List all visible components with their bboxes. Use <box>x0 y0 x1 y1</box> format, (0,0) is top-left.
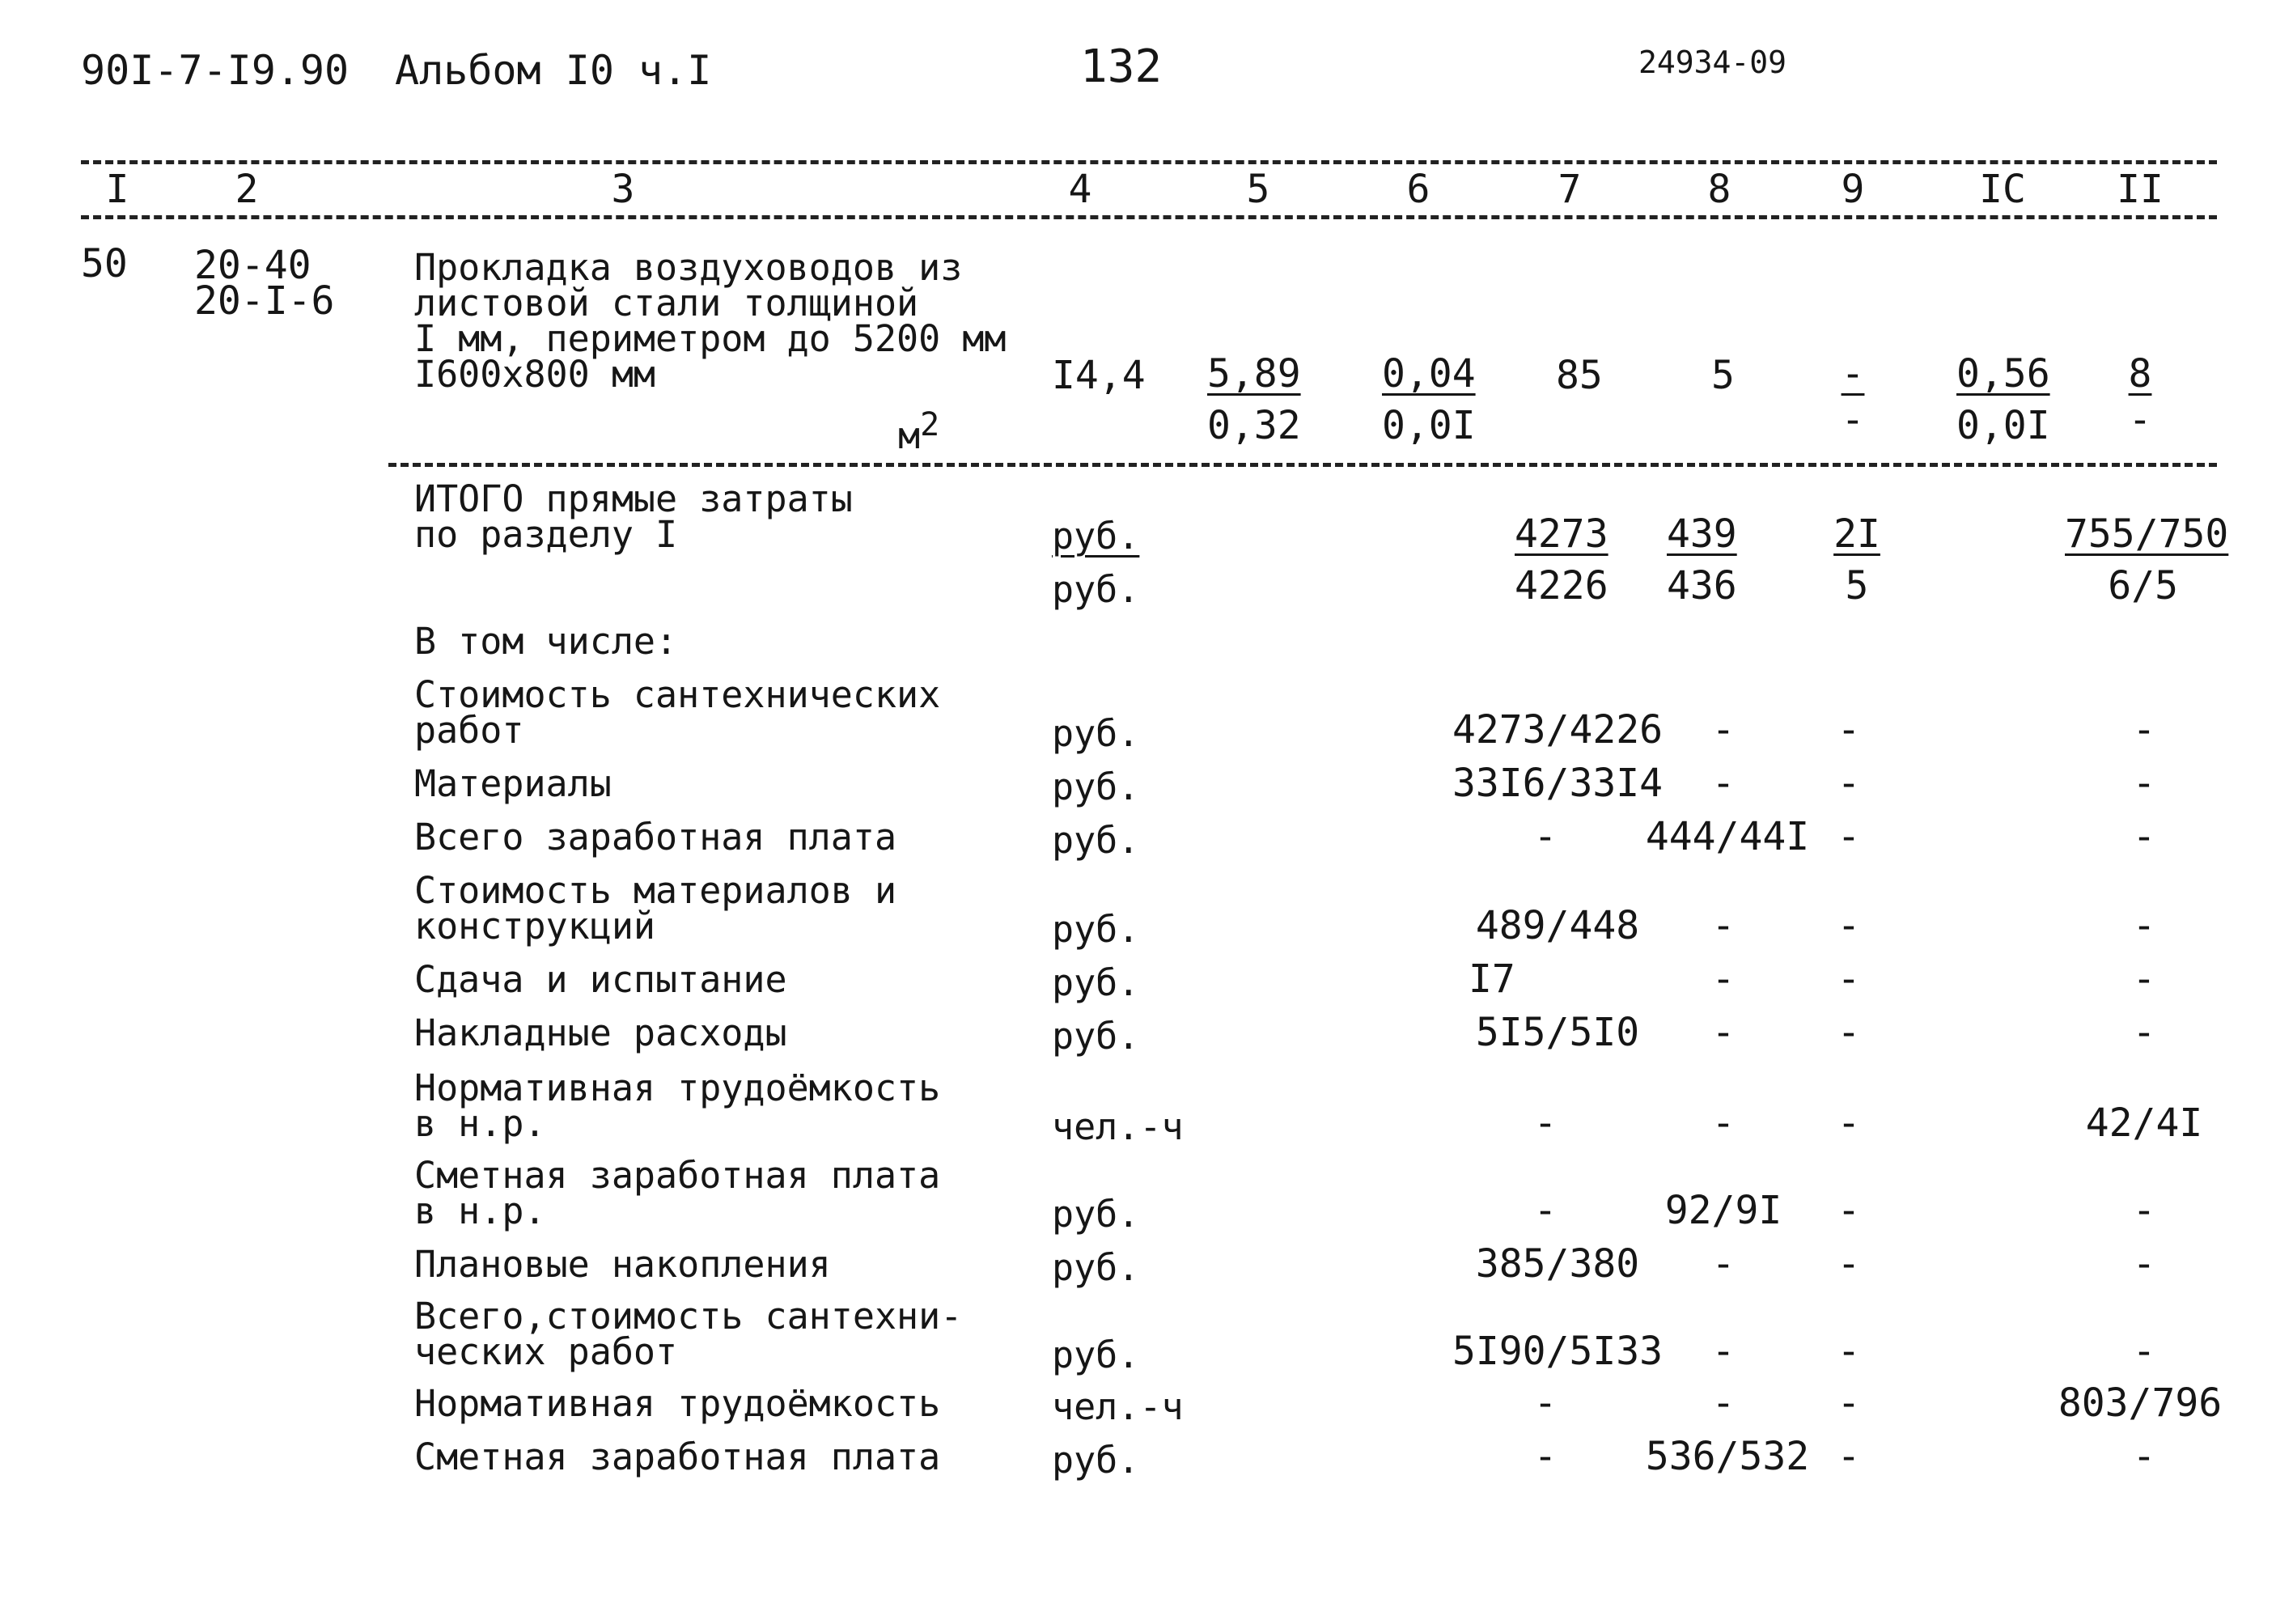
including-label: В том числе: <box>414 620 678 663</box>
breakdown-col-8: - <box>1711 1380 1736 1426</box>
breakdown-col-8: - <box>1711 1241 1736 1287</box>
breakdown-label-line-1: Стоимость материалов и <box>414 869 897 912</box>
column-header-5: 5 <box>1246 167 1270 212</box>
column-header-10: IC <box>1979 167 2026 212</box>
totals-col-11-bottom: 6/5 <box>2108 563 2178 608</box>
breakdown-unit: руб. <box>1052 1439 1140 1482</box>
breakdown-col-9: - <box>1837 1241 1861 1287</box>
item-unit-base: м <box>898 414 921 457</box>
item-description-line-3: I мм, периметром до 5200 мм <box>414 317 1007 360</box>
breakdown-unit: руб. <box>1052 1246 1140 1289</box>
section-divider <box>388 463 2217 467</box>
item-col-9-bottom: - <box>1841 397 1865 443</box>
breakdown-col-8: 92/9I <box>1664 1188 1782 1233</box>
breakdown-col-11: - <box>2132 1010 2156 1055</box>
breakdown-col-7: 385/380 <box>1475 1241 1640 1287</box>
item-col-5-bottom: 0,32 <box>1207 403 1301 448</box>
totals-unit-top: руб. <box>1052 515 1140 558</box>
breakdown-col-7: 4273/4226 <box>1452 707 1664 753</box>
breakdown-col-11: - <box>2132 1241 2156 1287</box>
totals-col-8-bottom: 436 <box>1667 563 1737 608</box>
column-header-9: 9 <box>1841 167 1865 212</box>
breakdown-col-11: - <box>2132 761 2156 806</box>
breakdown-col-9: - <box>1837 707 1861 753</box>
item-unit <box>898 406 940 457</box>
breakdown-col-7: - <box>1533 1100 1558 1146</box>
breakdown-col-7: I7 <box>1469 956 1515 1002</box>
totals-unit-bottom: руб. <box>1052 568 1140 611</box>
column-header-6: 6 <box>1406 167 1430 212</box>
item-description-line-1: Прокладка воздуховодов из <box>414 246 963 289</box>
breakdown-col-9: - <box>1837 956 1861 1002</box>
item-col-5-top: 5,89 <box>1207 351 1301 396</box>
item-col-6-bottom: 0,0I <box>1382 403 1476 448</box>
item-code-primary: 20-40 <box>194 243 312 288</box>
breakdown-col-9: - <box>1837 814 1861 859</box>
totals-col-11-top: 755/750 <box>2065 511 2229 557</box>
breakdown-col-7: - <box>1533 814 1558 859</box>
breakdown-col-7: 5I5/5I0 <box>1475 1010 1640 1055</box>
item-col-10-top: 0,56 <box>1956 351 2050 396</box>
breakdown-unit: руб. <box>1052 961 1140 1004</box>
breakdown-label-line-1: Стоимость сантехнических <box>414 673 941 716</box>
breakdown-label-line-2: в н.р. <box>414 1102 546 1145</box>
breakdown-unit: руб. <box>1052 1334 1140 1376</box>
item-col-7: 85 <box>1556 353 1603 398</box>
breakdown-col-11: - <box>2132 956 2156 1002</box>
totals-col-8-top: 439 <box>1667 511 1737 557</box>
page-number: 132 <box>1080 40 1163 93</box>
breakdown-col-8: 444/44I <box>1645 814 1810 859</box>
breakdown-col-8: - <box>1711 1329 1736 1374</box>
breakdown-col-11: - <box>2132 1188 2156 1233</box>
breakdown-label-line-1: Сметная заработная плата <box>414 1154 941 1197</box>
breakdown-unit: чел.-ч <box>1052 1105 1184 1148</box>
breakdown-label-line-2: конструкций <box>414 905 656 948</box>
breakdown-unit: чел.-ч <box>1052 1385 1184 1428</box>
breakdown-label-line-1: Сметная заработная плата <box>414 1435 941 1478</box>
breakdown-col-11: - <box>2132 903 2156 948</box>
breakdown-label-line-2: ческих работ <box>414 1330 678 1373</box>
breakdown-col-11: - <box>2132 1329 2156 1374</box>
breakdown-col-7: 489/448 <box>1475 903 1640 948</box>
column-header-2: 2 <box>235 167 259 212</box>
column-header-7: 7 <box>1558 167 1582 212</box>
column-header-3: 3 <box>611 167 635 212</box>
item-unit-exponent: 2 <box>920 406 940 443</box>
document-number: 24934-09 <box>1638 45 1787 80</box>
breakdown-col-7: - <box>1533 1380 1558 1426</box>
item-col-11-top: 8 <box>2128 351 2152 396</box>
breakdown-col-9: - <box>1837 761 1861 806</box>
breakdown-unit: руб. <box>1052 712 1140 755</box>
breakdown-col-7: - <box>1533 1188 1558 1233</box>
breakdown-col-7: 33I6/33I4 <box>1452 761 1664 806</box>
breakdown-label-line-1: Всего,стоимость сантехни- <box>414 1295 963 1338</box>
breakdown-col-9: - <box>1837 1100 1861 1146</box>
breakdown-col-7: 5I90/5I33 <box>1452 1329 1664 1374</box>
item-description-line-2: листовой стали толщиной <box>414 282 919 324</box>
totals-col-7-bottom: 4226 <box>1515 563 1608 608</box>
breakdown-unit: руб. <box>1052 908 1140 951</box>
breakdown-label-line-1: Всего заработная плата <box>414 816 897 859</box>
item-col-9-top: - <box>1841 351 1865 396</box>
totals-col-7-top: 4273 <box>1515 511 1608 557</box>
breakdown-label-line-2: работ <box>414 709 524 752</box>
breakdown-col-8: - <box>1711 761 1736 806</box>
column-header-11: II <box>2117 167 2164 212</box>
totals-col-9-bottom: 5 <box>1845 563 1869 608</box>
breakdown-col-8: 536/532 <box>1645 1434 1810 1479</box>
header-rule-top <box>81 160 2217 164</box>
breakdown-col-9: - <box>1837 1434 1861 1479</box>
item-number: 50 <box>81 241 128 286</box>
breakdown-col-9: - <box>1837 903 1861 948</box>
breakdown-label-line-1: Накладные расходы <box>414 1011 787 1054</box>
totals-col-9-top: 2I <box>1833 511 1880 557</box>
column-header-8: 8 <box>1707 167 1731 212</box>
breakdown-unit: руб. <box>1052 819 1140 862</box>
breakdown-label-line-2: в н.р. <box>414 1189 546 1232</box>
breakdown-col-11: 803/796 <box>2058 1380 2223 1426</box>
item-col-10-bottom: 0,0I <box>1956 403 2050 448</box>
breakdown-col-9: - <box>1837 1010 1861 1055</box>
breakdown-col-9: - <box>1837 1380 1861 1426</box>
column-header-4: 4 <box>1068 167 1092 212</box>
breakdown-unit: руб. <box>1052 1015 1140 1058</box>
breakdown-col-9: - <box>1837 1329 1861 1374</box>
breakdown-label-line-1: Плановые накопления <box>414 1243 831 1286</box>
breakdown-col-8: - <box>1711 956 1736 1002</box>
item-code-secondary: 20-I-6 <box>194 278 335 324</box>
breakdown-col-11: - <box>2132 707 2156 753</box>
item-col-6-top: 0,04 <box>1382 351 1476 396</box>
item-col-8: 5 <box>1711 353 1735 398</box>
header-rule-bottom <box>81 215 2217 219</box>
breakdown-col-7: - <box>1533 1434 1558 1479</box>
breakdown-label-line-1: Материалы <box>414 762 612 805</box>
item-col-4: I4,4 <box>1052 353 1146 398</box>
breakdown-col-8: - <box>1711 1100 1736 1146</box>
breakdown-col-11: - <box>2132 1434 2156 1479</box>
breakdown-col-8: - <box>1711 1010 1736 1055</box>
totals-label-line-1: ИТОГО прямые затраты <box>414 477 853 520</box>
breakdown-col-11: - <box>2132 814 2156 859</box>
breakdown-label-line-1: Сдача и испытание <box>414 958 787 1001</box>
breakdown-col-11: 42/4I <box>2085 1100 2203 1146</box>
breakdown-label-line-1: Нормативная трудоёмкость <box>414 1066 941 1109</box>
totals-label-line-2: по разделу I <box>414 513 678 556</box>
breakdown-unit: руб. <box>1052 765 1140 808</box>
breakdown-col-9: - <box>1837 1188 1861 1233</box>
breakdown-col-8: - <box>1711 903 1736 948</box>
album-label: Альбом I0 ч.I <box>395 47 712 94</box>
item-description-line-4: I600x800 мм <box>414 353 656 396</box>
column-header-1: I <box>105 167 129 212</box>
breakdown-unit: руб. <box>1052 1193 1140 1236</box>
document-code: 90I-7-I9.90 <box>81 47 350 94</box>
breakdown-col-8: - <box>1711 707 1736 753</box>
breakdown-label-line-1: Нормативная трудоёмкость <box>414 1382 941 1425</box>
item-col-11-bottom: - <box>2128 397 2152 443</box>
